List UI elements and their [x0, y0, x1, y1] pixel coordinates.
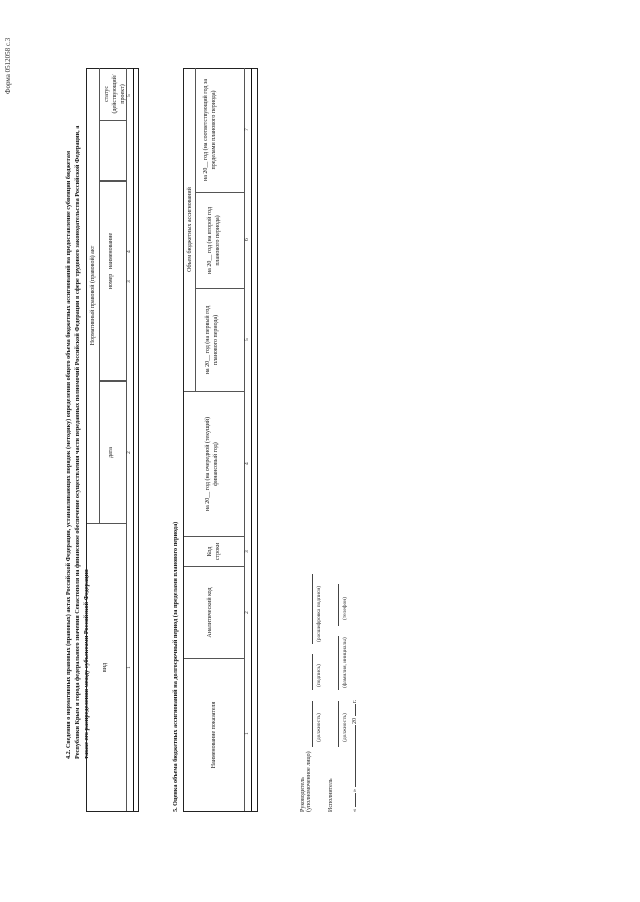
header-col6: на 20__ год (на второй год планового периода)	[196, 192, 244, 288]
head-decode-caption: (расшифровка подписи)	[316, 585, 322, 642]
estimate-table	[183, 68, 258, 812]
year-field[interactable]	[355, 705, 356, 717]
date-line: « » 20 г.	[352, 699, 358, 812]
heading-line: 4.2. Сведения о нормативных правовых (правовых) актах Российской Федерации, устанавливающих порядок (методику) определения общего объема бюджетных ассигнований на предоставление субвенции бюджетам	[65, 150, 72, 759]
legal-acts-table	[86, 68, 139, 812]
head-position-caption: (должность)	[316, 713, 322, 742]
colnum: 2	[126, 451, 132, 454]
form-number: Форма 0512058 с.3	[4, 37, 12, 94]
divider	[100, 522, 126, 523]
colnum: 3	[244, 550, 250, 553]
header-col7: на 20__ год (на соответствующий год за пределами планового периода)	[203, 79, 217, 181]
table-row	[251, 68, 259, 811]
colnum: 2	[244, 611, 250, 614]
heading-line: также его распределения между субъектами Российской Федерации	[83, 569, 90, 759]
header-obem: Объем бюджетных ассигнований	[184, 68, 196, 391]
exec-position-line[interactable]	[338, 701, 339, 747]
header-col5: на 20__ год (на первый год планового периода)	[196, 288, 244, 391]
header-npa: Нормативный правовой (правовой) акт	[87, 68, 100, 523]
column-numbers-row	[126, 68, 133, 811]
colnum: 7	[244, 128, 250, 131]
header-analytic-code: Аналитический код	[184, 566, 244, 658]
head-label: Руководитель (уполномоченное лицо)	[300, 751, 312, 812]
head-signature-line[interactable]	[312, 654, 313, 690]
header-row-code: Код строки	[184, 536, 244, 566]
header-vid: вид	[87, 523, 126, 811]
header-col4: на 20__ год (на очередной (текущий) финансовый год)	[184, 391, 244, 536]
colnum: 4	[126, 250, 132, 253]
exec-fio-line[interactable]	[338, 636, 339, 690]
section-5-title: 5. Оценка объема бюджетных ассигнований на долгосрочный период (за пределами планового периода)	[172, 521, 179, 812]
column-numbers-row	[244, 68, 251, 811]
header-name: Наименование показателя	[184, 658, 244, 811]
colnum: 3	[126, 280, 132, 283]
header-data: дата	[100, 381, 126, 523]
executor-label: Исполнитель	[328, 778, 334, 812]
exec-phone-caption: (телефон)	[342, 596, 348, 620]
head-position-line[interactable]	[312, 701, 313, 747]
colnum: 1	[126, 666, 132, 669]
day-field[interactable]	[355, 794, 356, 808]
head-signature-caption: (подпись)	[316, 664, 322, 687]
header-nomer: номер	[100, 181, 126, 381]
header-naim: наименование	[108, 232, 114, 270]
exec-position-caption: (должность)	[342, 713, 348, 742]
colnum: 4	[244, 462, 250, 465]
table-row	[133, 68, 140, 811]
header-status: статус (действующий/проект)	[100, 68, 126, 121]
heading-line: Республики Крым и города федерального значения Севастополя на финансовое обеспечение осуществления части переданных полномочий Российской Федерации в сфере трудового законодательства Российской Федерации, а	[74, 125, 81, 759]
head-decode-line[interactable]	[312, 574, 313, 644]
colnum: 5	[126, 94, 132, 97]
colnum: 1	[244, 732, 250, 735]
exec-fio-caption: (фамилия, инициалы)	[342, 637, 348, 688]
colnum: 6	[244, 238, 250, 241]
month-field[interactable]	[355, 726, 356, 788]
colnum: 5	[244, 338, 250, 341]
exec-phone-line[interactable]	[338, 584, 339, 626]
